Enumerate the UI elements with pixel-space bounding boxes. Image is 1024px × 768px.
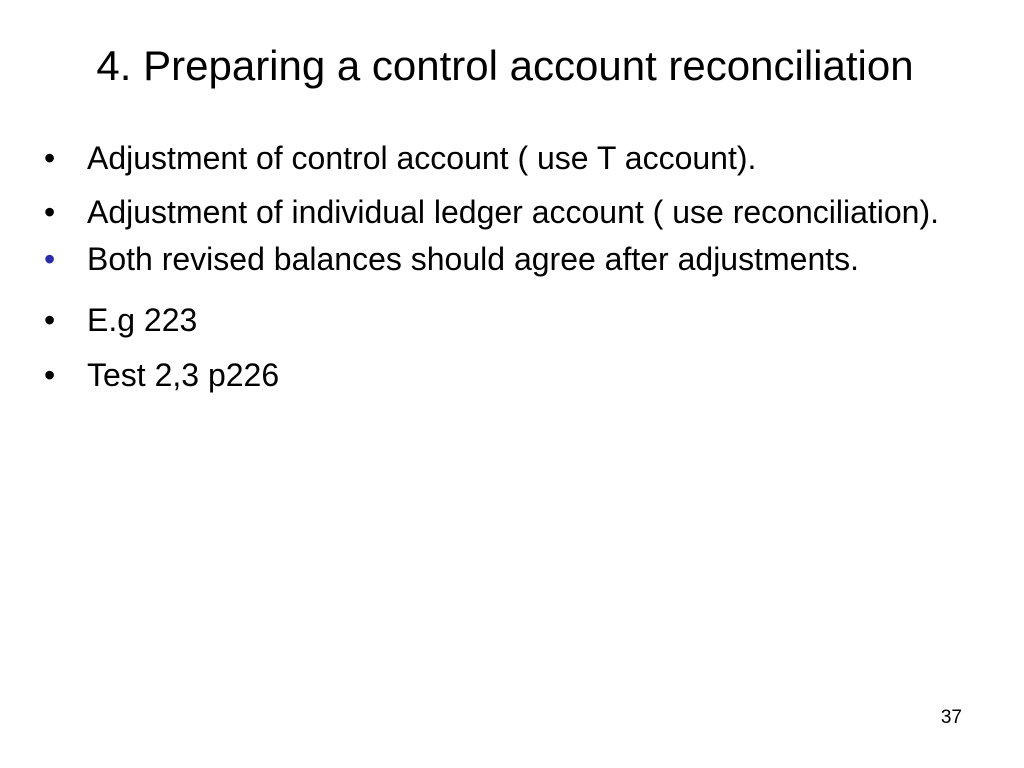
bullet-item-individual-ledger	[44, 187, 944, 237]
bullet-icon: •	[44, 194, 56, 230]
bullet-text: Adjustment of individual ledger account ( use reconciliation).	[87, 194, 940, 230]
slide-title: 4. Preparing a control account reconciliation	[96, 42, 914, 89]
bullet-text: Adjustment of control account ( use T account).	[87, 140, 757, 176]
bullet-item-control-account	[44, 140, 944, 176]
bullet-icon: •	[44, 357, 56, 393]
page-number: 37	[940, 707, 962, 728]
bullet-icon: •	[44, 302, 56, 338]
bullet-icon: •	[44, 140, 56, 176]
bullet-text: Both revised balances should agree after adjustments.	[87, 241, 860, 277]
bullet-text: Test 2,3 p226	[87, 357, 280, 393]
bullet-item-revised-balances	[44, 241, 944, 277]
bullet-text: E.g 223	[87, 302, 198, 338]
bullet-item-example	[44, 302, 944, 338]
bullet-list	[44, 140, 944, 412]
bullet-item-test	[44, 357, 944, 393]
bullet-icon: •	[44, 241, 56, 277]
